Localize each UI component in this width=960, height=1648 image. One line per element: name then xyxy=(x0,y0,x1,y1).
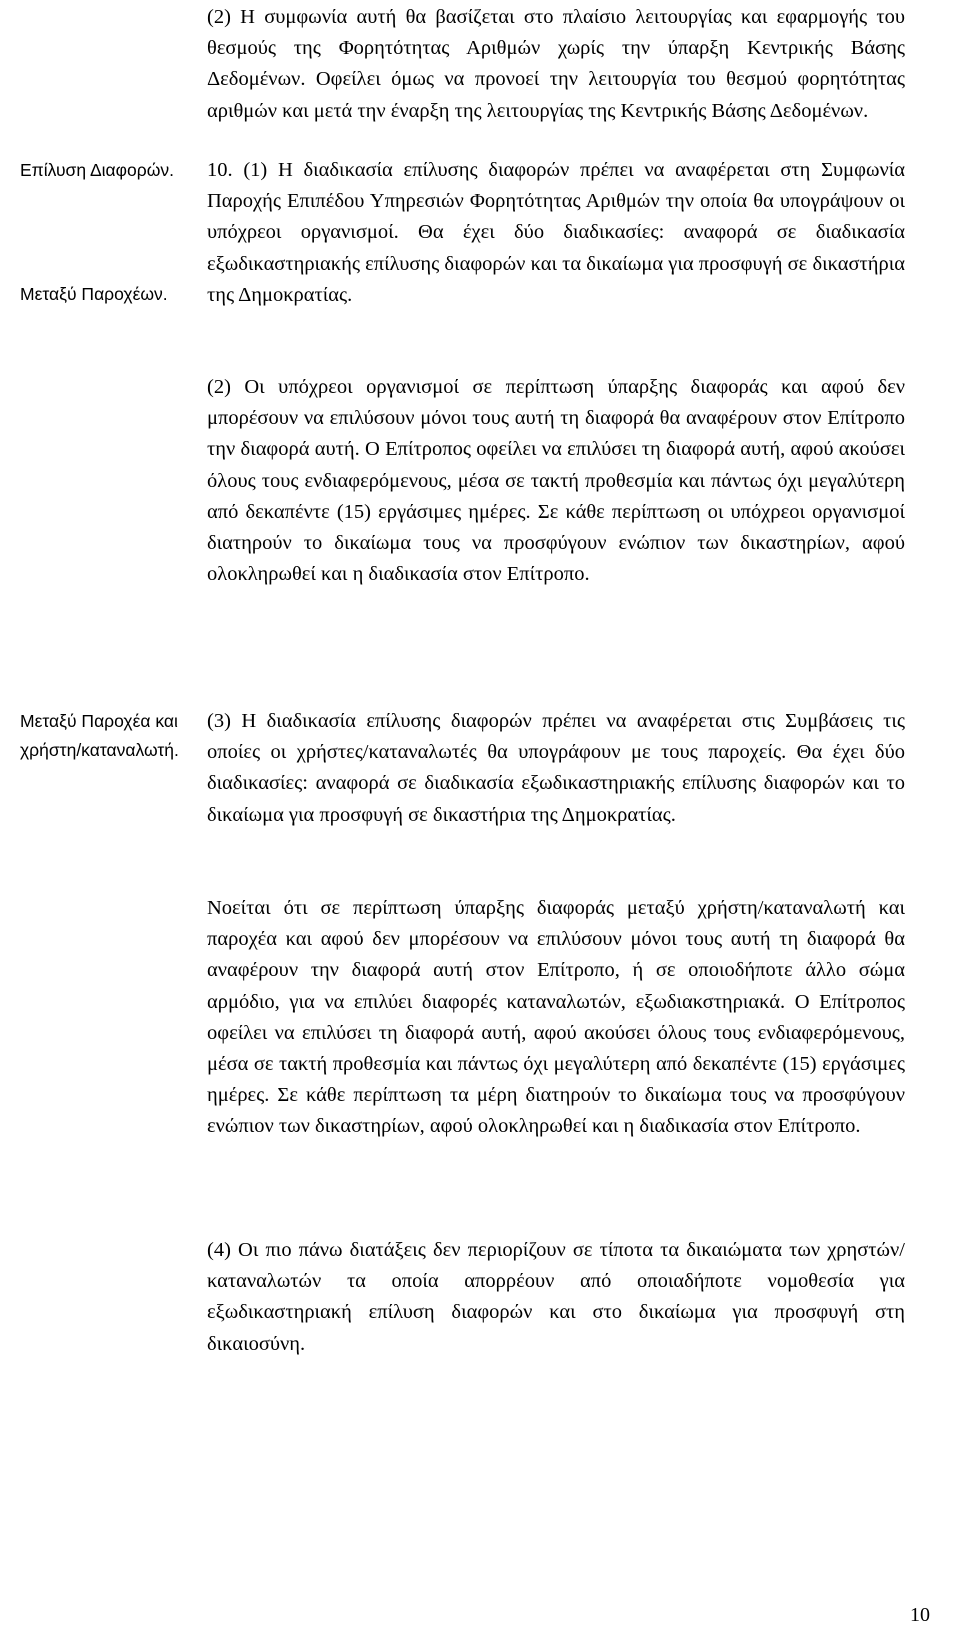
paragraph-10-1: 10. (1) Η διαδικασία επίλυσης διαφορών πρέπει να αναφέρεται στη Συμφωνία Παροχής Επιπέδου Υπηρεσιών Φορητότητας Αριθμών την οποία θα υπογράψουν οι υπόχρεοι οργανισμοί. Θα έχει δύο διαδικασίες: αναφορά σε διαδικασία εξωδικαστηριακής επίλυσης διαφορών και τα δικαίωμα για προσφυγή σε δικαστήρια της Δημοκρατίας. xyxy=(207,159,905,306)
paragraph-proviso: Νοείται ότι σε περίπτωση ύπαρξης διαφοράς μεταξύ χρήστη/καταναλωτή και παροχέα και αφού δεν μπορέσουν να επιλύσουν μόνοι τους αυτή τη διαφορά θα αναφέρουν την διαφορά αυτή στον Επίτροπο, ή σε οποιοδήποτε άλλο σώμα αρμόδιο, για να επιλύει διαφορές καταναλωτών, εξωδιακστηριακά. Ο Επίτροπος οφείλει να επιλύσει τη διαφορά αυτή, αφού ακούσει όλους τους ενδιαφερόμενους, μέσα σε τακτή προθεσμία και πάντως όχι μεγαλύτερη από δεκαπέντε (15) εργάσιμες ημέρες. Σε κάθε περίπτωση τα μέρη διατηρούν το δικαίωμα τους να προσφύγουν ενώπιον των δικαστηρίων, αφού ολοκληρωθεί και η διαδικασία στον Επίτροπο. xyxy=(207,897,905,1138)
page-number: 10 xyxy=(910,1604,930,1626)
margin-note-dispute-resolution: Επίλυση Διαφορών. xyxy=(20,160,174,180)
paragraph-10-2: (2) Οι υπόχρεοι οργανισμοί σε περίπτωση ύπαρξης διαφοράς και αφού δεν μπορέσουν να επιλύσουν μόνοι τους αυτή τη διαφορά θα αναφέρουν στον Επίτροπο την διαφορά αυτή. Ο Επίτροπος οφείλει να επιλύσει τη διαφορά αυτή, αφού ακούσει όλους τους ενδιαφερόμενους, μέσα σε τακτή προθεσμία και πάντως όχι μεγαλύτερη από δεκαπέντε (15) εργάσιμες ημέρες. Σε κάθε περίπτωση οι υπόχρεοι οργανισμοί διατηρούν το δικαίωμα τους να προσφύγουν ενώπιον των δικαστηρίων, αφού ολοκληρωθεί και η διαδικασία στον Επίτροπο. xyxy=(207,376,905,586)
margin-note-provider-user: Μεταξύ Παροχέα και χρήστη/καταναλωτή. xyxy=(20,711,179,760)
margin-note-between-providers: Μεταξύ Παροχέων. xyxy=(20,284,168,304)
paragraph-10-4: (4) Οι πιο πάνω διατάξεις δεν περιορίζουν σε τίποτα τα δικαιώματα των χρηστών/καταναλωτών τα οποία απορρέουν από οποιαδήποτε νομοθεσία για εξωδικαστηριακή επίλυση διαφορών και στο δικαίωμα για προσφυγή στη δικαιοσύνη. xyxy=(207,1239,905,1355)
paragraph-10-3: (3) Η διαδικασία επίλυσης διαφορών πρέπει να αναφέρεται στις Συμβάσεις τις οποίες οι χρήστες/καταναλωτές θα υπογράφουν με τους παροχείς. Θα έχει δύο διαδικασίες: αναφορά σε διαδικασία εξωδικαστηριακής επίλυσης διαφορών και το δικαίωμα για προσφυγή σε δικαστήρια της Δημοκρατίας. xyxy=(207,710,905,826)
paragraph-9-2: (2) Η συμφωνία αυτή θα βασίζεται στο πλαίσιο λειτουργίας και εφαρμογής του θεσμούς της Φορητότητας Αριθμών χωρίς την ύπαρξη Κεντρικής Βάσης Δεδομένων. Οφείλει όμως να προνοεί την λειτουργία του θεσμού φορητότητας αριθμών και μετά την έναρξη της λειτουργίας της Κεντρικής Βάσης Δεδομένων. xyxy=(207,6,905,122)
